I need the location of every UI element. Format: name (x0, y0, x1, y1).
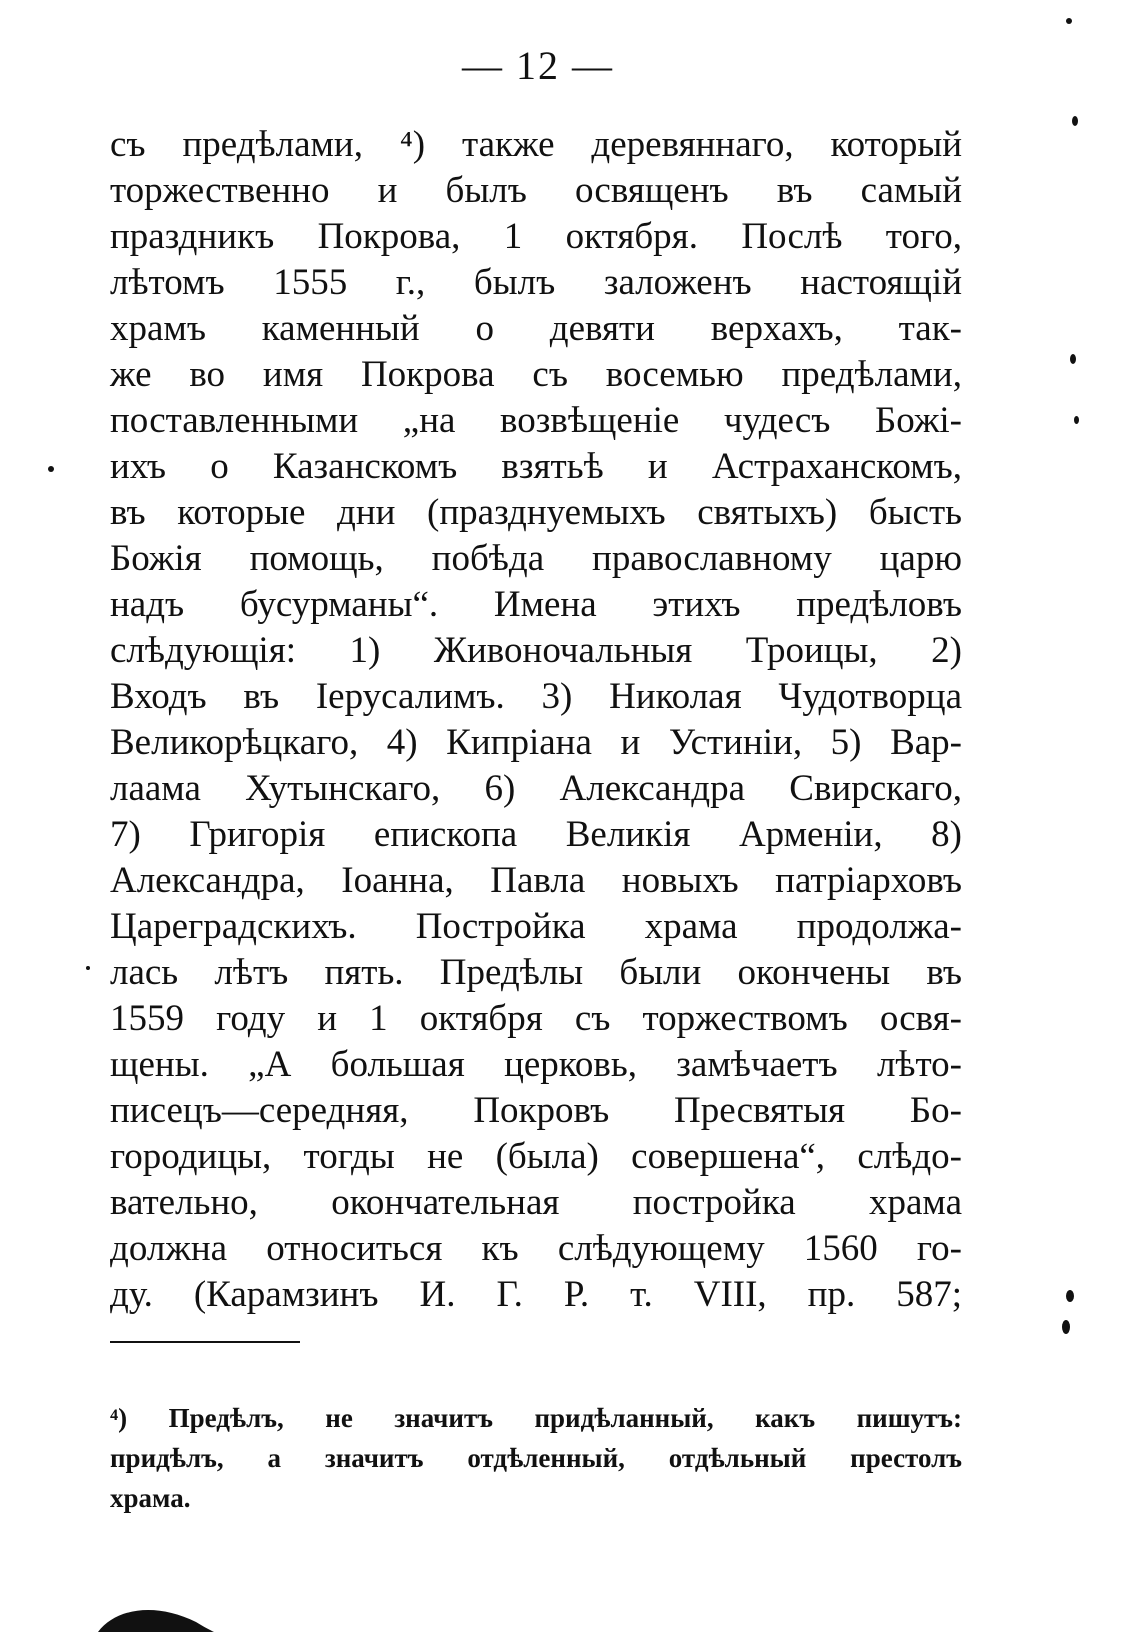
scan-speck (1062, 1320, 1070, 1334)
text-line: надъ бусурманы“. Имена этихъ предѣловъ (110, 584, 962, 625)
text-line: должна относиться къ слѣдующему 1560 го- (110, 1228, 962, 1269)
text-line: щены. „А большая церковь, замѣчаетъ лѣто- (110, 1044, 962, 1085)
text-line: Александра, Іоанна, Павла новыхъ патріарховъ (110, 860, 962, 901)
footnote-line: ⁴) Предѣлъ, не значитъ придѣланный, какъ пишутъ: (110, 1403, 962, 1433)
text-line: въ которые дни (празднуемыхъ святыхъ) бысть (110, 492, 962, 533)
footnote-divider (110, 1341, 300, 1343)
text-line: 7) Григорія епископа Великія Арменіи, 8) (110, 814, 962, 855)
scan-speck (1074, 416, 1079, 424)
text-line: лась лѣтъ пять. Предѣлы были окончены въ (110, 952, 962, 993)
text-line: торжественно и былъ освященъ въ самый (110, 170, 962, 211)
text-line: городицы, тогды не (была) совершена“, слѣдо- (110, 1136, 962, 1177)
text-line: поставленными „на возвѣщеніе чудесъ Божі- (110, 400, 962, 441)
text-line: Цареградскихъ. Постройка храма продолжа- (110, 906, 962, 947)
text-line: 1559 году и 1 октября съ торжествомъ освя- (110, 998, 962, 1039)
scan-speck (1070, 354, 1076, 364)
footnote (110, 1398, 962, 1518)
text-line: вательно, окончательная постройка храма (110, 1182, 962, 1223)
scan-speck (1072, 116, 1078, 126)
scan-speck (1066, 18, 1072, 24)
body-text (110, 122, 962, 1318)
text-line: писецъ—середняя, Покровъ Пресвятыя Бо- (110, 1090, 962, 1131)
footnote-line: храма. (110, 1483, 191, 1513)
page-number: — 12 — (462, 43, 614, 88)
text-line: Великорѣцкаго, 4) Кипріана и Устиніи, 5) Вар- (110, 722, 962, 763)
text-line: слѣдующія: 1) Живоночальныя Троицы, 2) (110, 630, 962, 671)
ornament-icon (96, 1600, 216, 1634)
text-line: Божія помощь, побѣда православному царю (110, 538, 962, 579)
text-line: Входъ въ Іерусалимъ. 3) Николая Чудотворца (110, 676, 962, 717)
scan-speck (48, 466, 54, 472)
text-line: лаама Хутынскаго, 6) Александра Свирскаго, (110, 768, 962, 809)
scan-speck (1066, 1290, 1074, 1302)
text-line: съ предѣлами, ⁴) также деревяннаго, который (110, 124, 962, 165)
text-line: же во имя Покрова съ восемью предѣлами, (110, 354, 962, 395)
scan-speck (86, 966, 90, 970)
text-line: ихъ о Казанскомъ взятьѣ и Астраханскомъ, (110, 446, 962, 487)
text-line: лѣтомъ 1555 г., былъ заложенъ настоящій (110, 262, 962, 303)
footnote-line: придѣлъ, а значитъ отдѣленный, отдѣльный престолъ (110, 1443, 962, 1473)
text-line: храмъ каменный о девяти верхахъ, так- (110, 308, 962, 349)
text-line: ду. (Карамзинъ И. Г. Р. т. VIII, пр. 587; (110, 1274, 962, 1315)
text-line: праздникъ Покрова, 1 октября. Послѣ того, (110, 216, 962, 257)
